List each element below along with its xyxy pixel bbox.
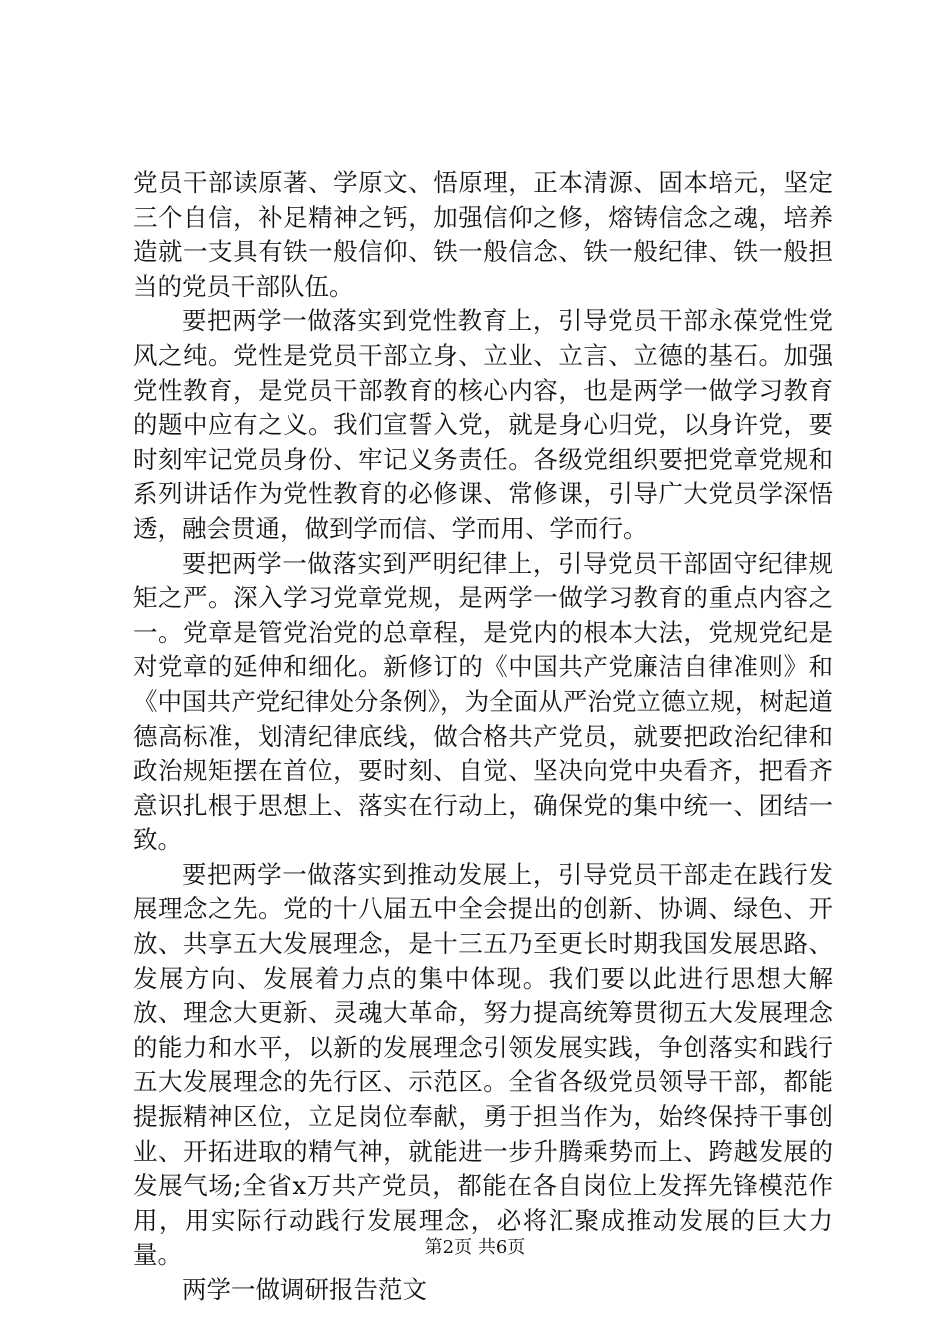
document-body bbox=[133, 166, 833, 1308]
page-number: 第2页 共6页 bbox=[424, 1237, 526, 1258]
section-heading: 两学一做调研报告范文 bbox=[182, 1275, 427, 1304]
paragraph-1: 党员干部读原著、学原文、悟原理，正本清源、固本培元，坚定三个自信，补足精神之钙，加强信仰之修，熔铸信念之魂，培养造就一支具有铁一般信仰、铁一般信念、铁一般纪律、铁一般担当的党员干部队伍。 bbox=[133, 168, 833, 301]
page-footer bbox=[0, 1236, 950, 1260]
paragraph-3: 要把两学一做落实到严明纪律上，引导党员干部固守纪律规矩之严。深入学习党章党规，是两学一做学习教育的重点内容之一。党章是管党治党的总章程，是党内的根本大法，党规党纪是对党章的延伸和细化。新修订的《中国共产党廉洁自律准则》和《中国共产党纪律处分条例》，为全面从严治党立德立规，树起道德高标准，划清纪律底线，做合格共产党员，就要把政治纪律和政治规矩摆在首位，要时刻、自觉、坚决向党中央看齐，把看齐意识扎根于思想上、落实在行动上，确保党的集中统一、团结一致。 bbox=[133, 548, 833, 855]
paragraph-4: 要把两学一做落实到推动发展上，引导党员干部走在践行发展理念之先。党的十八届五中全会提出的创新、协调、绿色、开放、共享五大发展理念，是十三五乃至更长时期我国发展思路、发展方向、发展着力点的集中体现。我们要以此进行思想大解放、理念大更新、灵魂大革命，努力提高统筹贯彻五大发展理念的能力和水平，以新的发展理念引领发展实践，争创落实和践行五大发展理念的先行区、示范区。全省各级党员领导干部，都能提振精神区位，立足岗位奉献，勇于担当作为，始终保持干事创业、开拓进取的精气神，就能进一步升腾乘势而上、跨越发展的发展气场;全省x万共产党员，都能在各自岗位上发挥先锋模范作用，用实际行动践行发展理念，必将汇聚成推动发展的巨大力量。 bbox=[133, 859, 833, 1270]
paragraph-2: 要把两学一做落实到党性教育上，引导党员干部永葆党性党风之纯。党性是党员干部立身、立业、立言、立德的基石。加强党性教育，是党员干部教育的核心内容，也是两学一做学习教育的题中应有之义。我们宣誓入党，就是身心归党，以身许党，要时刻牢记党员身份、牢记义务责任。各级党组织要把党章党规和系列讲话作为党性教育的必修课、常修课，引导广大党员学深悟透，融会贯通，做到学而信、学而用、学而行。 bbox=[133, 306, 833, 543]
